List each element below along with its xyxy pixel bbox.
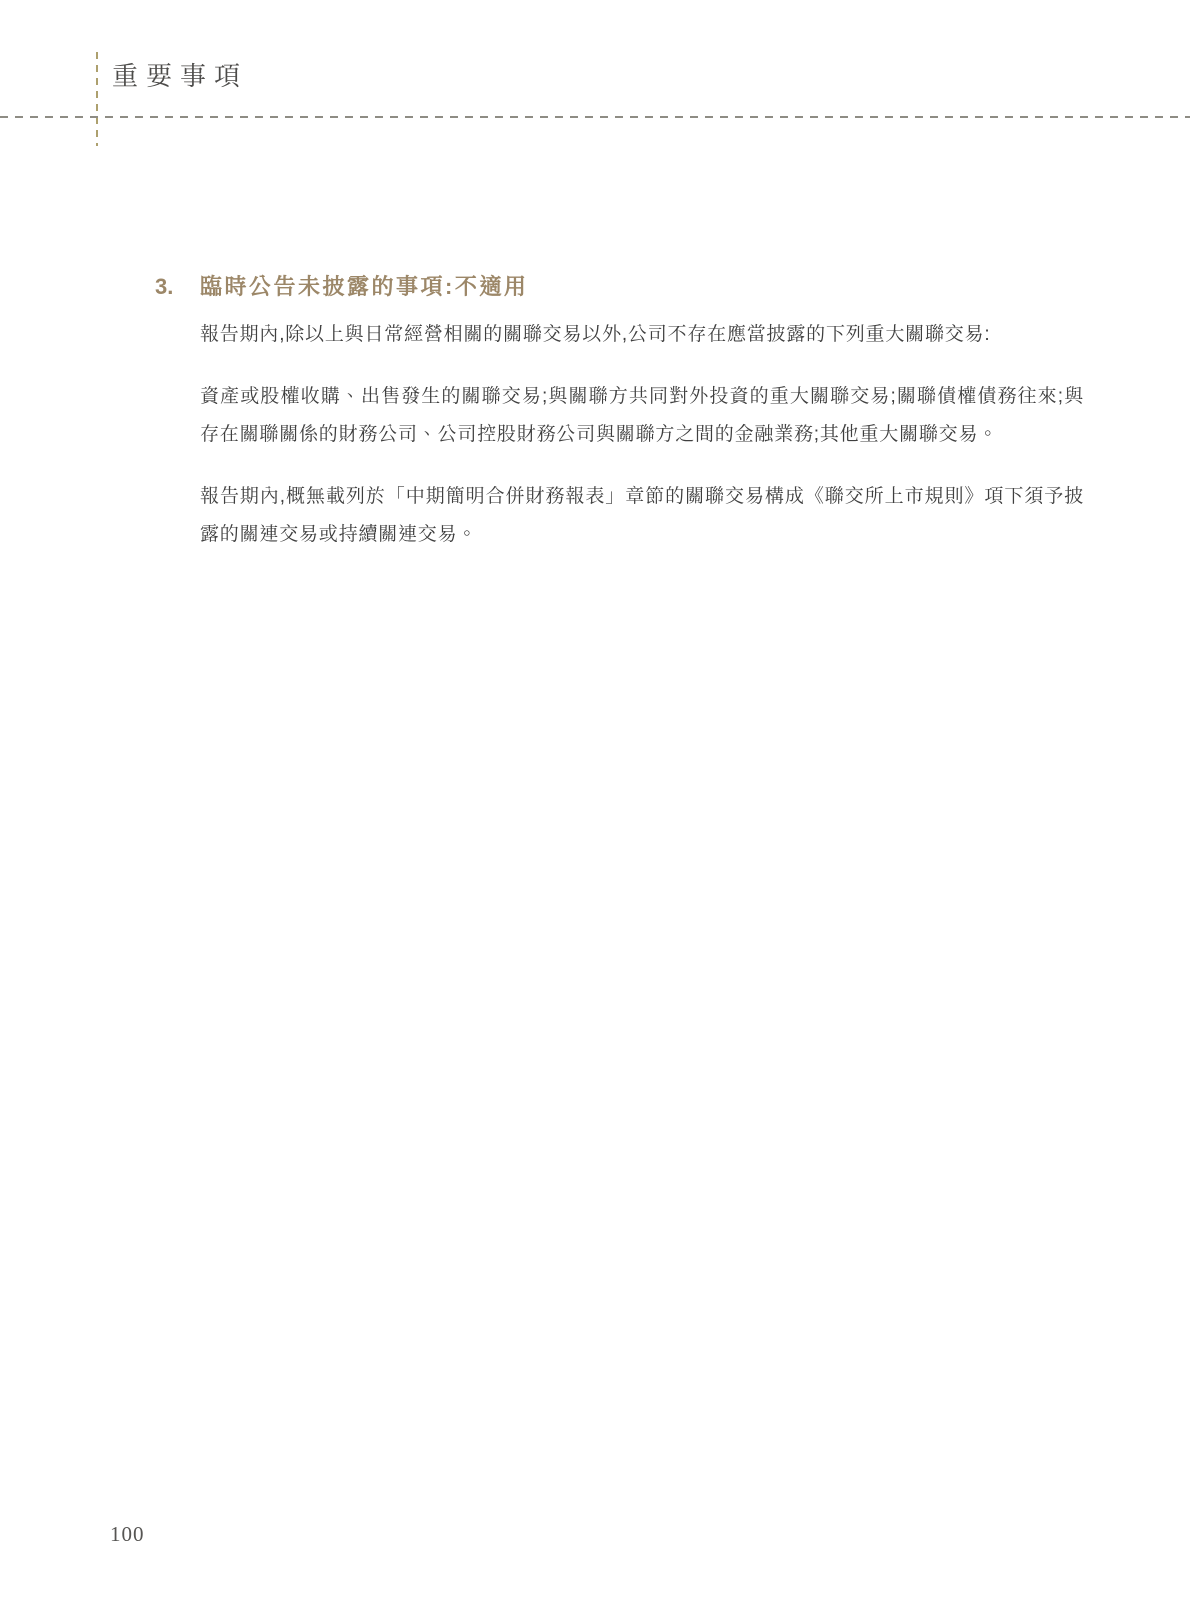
body-paragraph-2: 資產或股權收購、出售發生的關聯交易;與關聯方共同對外投資的重大關聯交易;關聯債權債務往來;與存在關聯關係的財務公司、公司控股財務公司與關聯方之間的金融業務;其他重大關聯交易。 <box>200 386 1084 445</box>
section-heading <box>155 272 528 302</box>
section-title: 臨時公告未披露的事項:不適用 <box>200 274 529 299</box>
page-number: 100 <box>110 1522 145 1546</box>
running-header-title: 重要事項 <box>112 62 249 91</box>
section-body <box>200 316 1084 578</box>
header-vertical-dashed-rule <box>96 52 98 146</box>
body-paragraph-1: 報告期內,除以上與日常經營相關的關聯交易以外,公司不存在應當披露的下列重大關聯交易: <box>200 324 991 345</box>
body-paragraph-3: 報告期內,概無載列於「中期簡明合併財務報表」章節的關聯交易構成《聯交所上市規則》項下須予披露的關連交易或持續關連交易。 <box>200 486 1084 545</box>
header-horizontal-dashed-rule <box>0 116 1190 118</box>
section-number: 3. <box>155 274 174 299</box>
